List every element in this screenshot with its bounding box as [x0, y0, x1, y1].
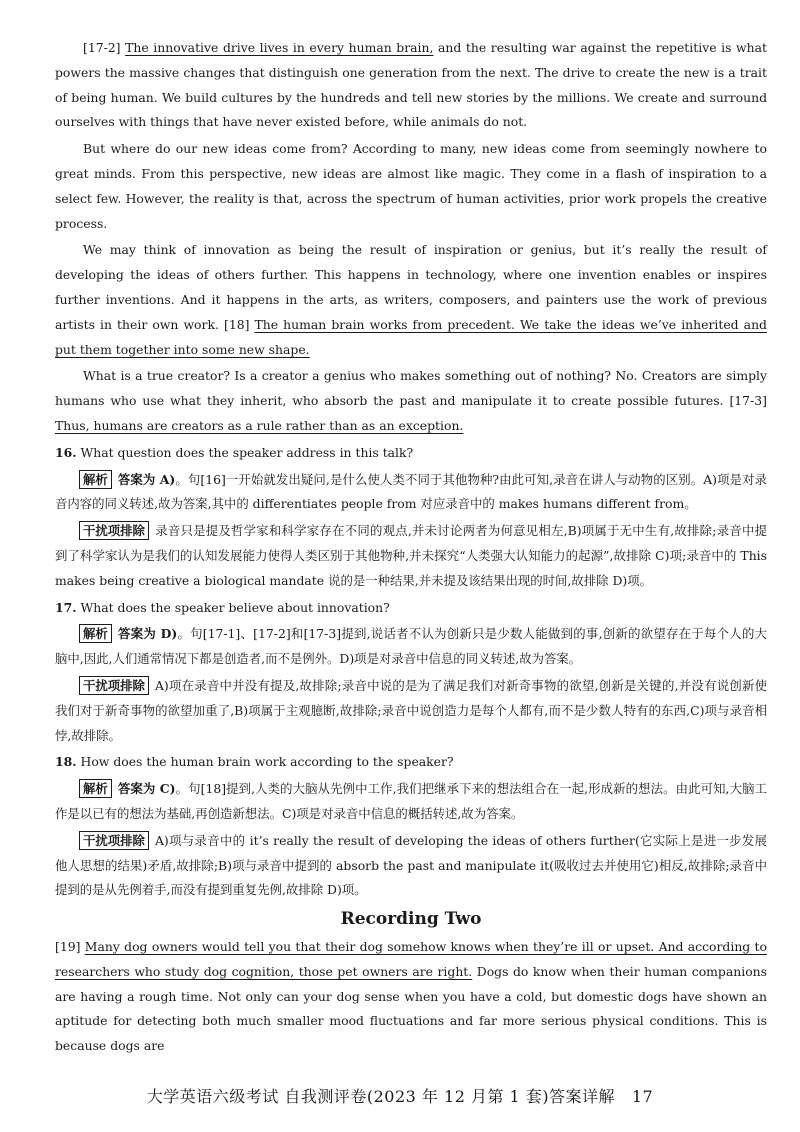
answer-label: 答案为 A) — [117, 471, 176, 487]
answer-page — [55, 36, 767, 1061]
recording-two-paragraph — [55, 935, 767, 1059]
question-number: 17. — [55, 599, 77, 615]
paragraph-text: We may think of innovation as being the result of inspiration or genius, but it’s really the result of developing the ideas of others further. This happens in technology, where one invention enables or inspires further inventions. And it happens in the arts, as writers, composers, and painters use the work of previous artists in their own work. — [55, 242, 767, 332]
page-footer — [0, 1084, 800, 1107]
page-number: 17 — [631, 1087, 654, 1106]
paragraph-text: What is a true creator? Is a creator a genius who makes something out of nothing? No. Creators are simply humans who use what they inherit, who absorb the past and manipulate it to create possible futures. — [55, 368, 767, 409]
distractor-label: 干扰项排除 — [79, 831, 149, 850]
answer-label: 答案为 C) — [117, 781, 176, 797]
question-17 — [55, 596, 767, 621]
analysis-16 — [55, 468, 767, 518]
transcript-paragraph-3 — [55, 238, 767, 362]
question-text: What does the speaker believe about innovation? — [80, 599, 390, 615]
analysis-17 — [55, 622, 767, 672]
question-text: What question does the speaker address in this talk? — [80, 444, 414, 460]
distractor-text: 录音只是提及哲学家和科学家存在不同的观点,并未讨论两者为何意见相左,B)项属于无中生有,故排除;录音中提到了科学家认为是我们的认知发展能力使得人类区别于其他物种,并未探究“人类强大认知能力的起源”,故排除 C)项;录音中的 This makes being creative a biological mandate 说的是一种结果,并未提及该结果出现的时间,故排除 D)项。 — [55, 523, 767, 588]
analysis-text: 。句[17-1]、[17-2]和[17-3]提到,说话者不认为创新只是少数人能做到的事,创新的欲望存在于每个人的大脑中,因此,人们通常情况下都是创造者,而不是例外。D)项是对录音中信息的同义转述,故为答案。 — [55, 626, 767, 667]
distractor-text: A)项与录音中的 it’s really the result of developing the ideas of others further(它实际上是进一步发展他人思想的结果)矛盾,故排除;B)项与录音中提到的 absorb the past and manipulate it(吸收过去并使用它)相反,故排除;录音中提到的是从先例着手,而没有提到重复先例,故排除 D)项。 — [55, 832, 767, 898]
distractor-label: 干扰项排除 — [79, 521, 149, 540]
transcript-paragraph-2: But where do our new ideas come from? According to many, new ideas come from seemingly nowhere to great minds. From this perspective, new ideas are almost like magic. They come in a flash of inspiration to a select few. However, the reality is that, across the spectrum of human activities, prior work propels the creative process. — [55, 141, 767, 231]
question-18 — [55, 750, 767, 775]
section-heading: Recording Two — [340, 909, 482, 930]
distractor-text: A)项在录音中并没有提及,故排除;录音中说的是为了满足我们对新奇事物的欲望,创新是关键的,并没有说创新使我们对于新奇事物的欲望加重了,B)项属于主观臆断,故排除;录音中说创造力是每个人都有,而不是少数人特有的东西,C)项与录音相悖,故排除。 — [55, 677, 767, 743]
sentence-tag: [18] — [223, 316, 250, 332]
paragraph-text: Dogs do know when their human companions are having a rough time. Not only can your dog sense when you have a cold, but domestic dogs have shown an aptitude for detecting both much smaller mood fluctuations and far more serious physical conditions. This is because dogs are — [55, 963, 767, 1054]
underlined-sentence: Thus, humans are creators as a rule rather than as an exception. — [55, 417, 464, 433]
distractor-18 — [55, 829, 767, 903]
distractor-label: 干扰项排除 — [79, 676, 149, 695]
transcript-paragraph-1 — [55, 36, 767, 135]
sentence-tag: [19] — [55, 939, 81, 955]
transcript-paragraph-4 — [55, 364, 767, 438]
analysis-18 — [55, 777, 767, 827]
question-number: 16. — [55, 444, 77, 460]
footer-title: 大学英语六级考试 自我测评卷(2023 年 12 月第 1 套)答案详解 — [146, 1087, 616, 1106]
analysis-label: 解析 — [79, 470, 112, 489]
answer-label: 答案为 D) — [117, 626, 178, 642]
distractor-16 — [55, 519, 767, 593]
underlined-sentence: The innovative drive lives in every human brain, — [125, 40, 434, 55]
analysis-text: 。句[16]一开始就发出疑问,是什么使人类不同于其他物种?由此可知,录音在讲人与动物的区别。A)项是对录音内容的同义转述,故为答案,其中的 differentiates people from 对应录音中的 makes humans different from。 — [55, 471, 767, 512]
question-number: 18. — [55, 754, 77, 770]
underlined-sentence: The human brain works from precedent. We take the ideas we’ve inherited and put them together into some new shape. — [55, 316, 767, 357]
question-16 — [55, 441, 767, 466]
analysis-label: 解析 — [79, 779, 112, 798]
analysis-label: 解析 — [79, 624, 112, 643]
underlined-sentence: Many dog owners would tell you that their dog somehow knows when they’re ill or upset. And according to researchers who study dog cognition, those pet owners are right. — [55, 939, 767, 979]
paragraph-text: and the resulting war against the repetitive is what powers the massive changes that distinguish one generation from the next. The drive to create the new is a trait of being human. We build cultures by the hundreds and tell new stories by the millions. We create and surround ourselves with things that have never existed before, while animals do not. — [55, 40, 767, 130]
question-text: How does the human brain work according to the speaker? — [80, 754, 454, 770]
sentence-tag: [17-3] — [729, 393, 767, 409]
analysis-text: 。句[18]提到,人类的大脑从先例中工作,我们把继承下来的想法组合在一起,形成新的想法。由此可知,大脑工作是以已有的想法为基础,再创造新想法。C)项是对录音中信息的概括转述,故为答案。 — [55, 781, 767, 821]
distractor-17 — [55, 674, 767, 748]
sentence-tag: [17-2] — [83, 40, 121, 55]
